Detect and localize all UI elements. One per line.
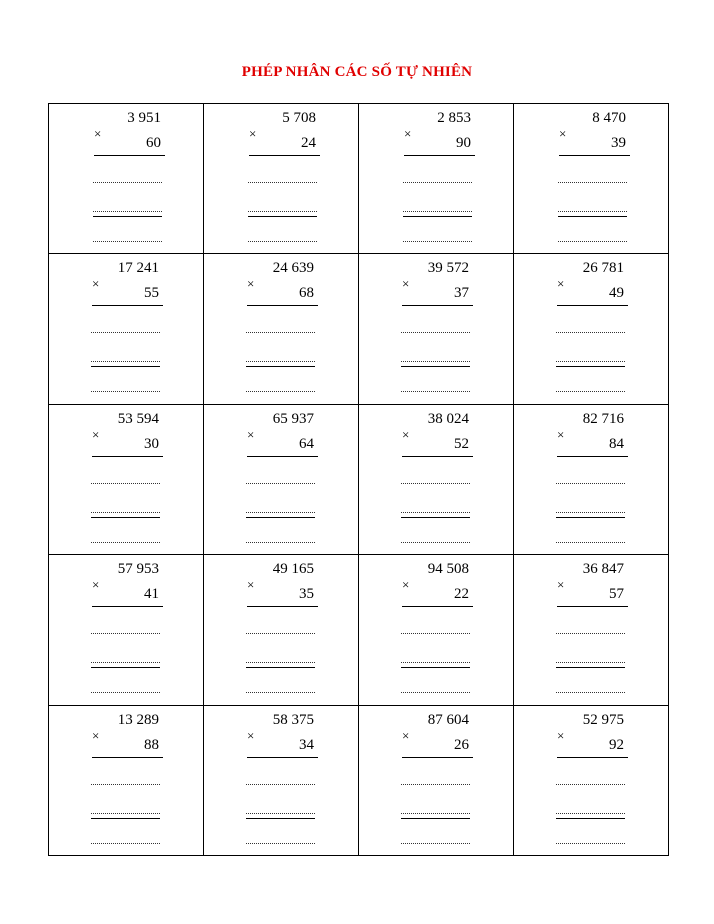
times-sign: × (559, 126, 567, 141)
multiplicand: 65 937 (272, 410, 314, 427)
times-sign: × (92, 727, 100, 743)
times-sign: × (249, 126, 257, 141)
product-line (92, 606, 163, 607)
multiplier: 55 (144, 285, 159, 302)
multiplicand: 2 853 (437, 110, 471, 126)
times-sign: × (247, 577, 255, 593)
sum-line (248, 216, 317, 217)
partial-product-blank-1[interactable] (401, 332, 470, 333)
multiplication-problem (243, 260, 318, 395)
partial-product-blank-1[interactable] (556, 332, 625, 333)
problem-cell (204, 405, 359, 555)
partial-product-blank-2[interactable] (246, 512, 315, 513)
partial-product-blank-1[interactable] (401, 784, 470, 785)
multiplication-problem (398, 561, 473, 696)
multiplication-problem (398, 712, 473, 847)
partial-product-blank-2[interactable] (556, 662, 625, 663)
partial-product-blank-2[interactable] (246, 813, 315, 814)
multiplication-problem (555, 110, 630, 245)
sum-line (401, 366, 470, 367)
answer-blank[interactable] (246, 843, 315, 844)
times-sign: × (402, 426, 410, 442)
product-line (402, 606, 473, 607)
sum-line (401, 517, 470, 518)
problem-cell (204, 555, 359, 705)
times-sign: × (402, 727, 410, 743)
sum-line (556, 667, 625, 668)
multiplier: 37 (454, 285, 469, 302)
partial-product-blank-1[interactable] (558, 182, 627, 183)
times-sign: × (557, 276, 565, 292)
answer-blank[interactable] (246, 692, 315, 693)
multiplicand: 82 716 (582, 410, 624, 427)
partial-product-blank-2[interactable] (401, 512, 470, 513)
multiplication-problem (88, 260, 163, 395)
multiplicand: 17 241 (117, 260, 159, 277)
answer-blank[interactable] (401, 843, 470, 844)
partial-product-blank-2[interactable] (556, 813, 625, 814)
sum-line (246, 667, 315, 668)
multiplication-problem (553, 561, 628, 696)
product-line (557, 757, 628, 758)
problem-cell (204, 104, 359, 254)
partial-product-blank-1[interactable] (556, 483, 625, 484)
problem-cell (514, 104, 669, 254)
partial-product-blank-2[interactable] (248, 211, 317, 212)
partial-product-blank-2[interactable] (91, 813, 160, 814)
sum-line (401, 667, 470, 668)
answer-blank[interactable] (403, 241, 472, 242)
partial-product-blank-1[interactable] (401, 483, 470, 484)
multiplier: 49 (609, 285, 624, 302)
partial-product-blank-2[interactable] (401, 662, 470, 663)
problem-cell (204, 706, 359, 856)
answer-blank[interactable] (401, 542, 470, 543)
answer-blank[interactable] (246, 542, 315, 543)
multiplier: 34 (299, 736, 314, 753)
problem-cell (514, 405, 669, 555)
times-sign: × (247, 727, 255, 743)
answer-blank[interactable] (91, 843, 160, 844)
problem-cell (49, 104, 204, 254)
multiplicand: 5 708 (282, 110, 316, 126)
multiplication-problem (88, 561, 163, 696)
times-sign: × (247, 426, 255, 442)
product-line (92, 757, 163, 758)
multiplier: 52 (454, 435, 469, 452)
sum-line (91, 818, 160, 819)
problem-grid (48, 103, 669, 856)
multiplication-problem (88, 712, 163, 847)
answer-blank[interactable] (556, 391, 625, 392)
answer-blank[interactable] (556, 542, 625, 543)
multiplication-problem (243, 411, 318, 546)
partial-product-blank-1[interactable] (556, 784, 625, 785)
multiplier: 39 (611, 135, 626, 151)
sum-line (91, 366, 160, 367)
multiplicand: 8 470 (592, 110, 626, 126)
problem-cell (359, 104, 514, 254)
partial-product-blank-2[interactable] (556, 361, 625, 362)
sum-line (91, 517, 160, 518)
sum-line (558, 216, 627, 217)
problem-cell (514, 254, 669, 404)
partial-product-blank-2[interactable] (403, 211, 472, 212)
partial-product-blank-1[interactable] (246, 784, 315, 785)
multiplier: 22 (454, 586, 469, 603)
partial-product-blank-1[interactable] (403, 182, 472, 183)
partial-product-blank-1[interactable] (246, 332, 315, 333)
answer-blank[interactable] (91, 542, 160, 543)
answer-blank[interactable] (401, 391, 470, 392)
problem-cell (514, 555, 669, 705)
multiplication-problem (90, 110, 165, 245)
multiplicand: 38 024 (427, 410, 469, 427)
product-line (404, 155, 475, 156)
multiplicand: 57 953 (117, 561, 159, 578)
times-sign: × (247, 276, 255, 292)
product-line (94, 155, 165, 156)
product-line (557, 456, 628, 457)
partial-product-blank-1[interactable] (91, 784, 160, 785)
multiplier: 41 (144, 586, 159, 603)
answer-blank[interactable] (246, 391, 315, 392)
partial-product-blank-2[interactable] (91, 361, 160, 362)
worksheet-title: PHÉP NHÂN CÁC SỐ TỰ NHIÊN (241, 64, 473, 80)
multiplicand: 36 847 (582, 561, 624, 578)
multiplication-problem (88, 411, 163, 546)
partial-product-blank-2[interactable] (246, 662, 315, 663)
partial-product-blank-1[interactable] (93, 182, 162, 183)
sum-line (556, 366, 625, 367)
partial-product-blank-1[interactable] (91, 483, 160, 484)
partial-product-blank-2[interactable] (91, 512, 160, 513)
product-line (249, 155, 320, 156)
problem-cell (514, 706, 669, 856)
answer-blank[interactable] (91, 692, 160, 693)
partial-product-blank-1[interactable] (248, 182, 317, 183)
multiplier: 60 (146, 135, 161, 151)
multiplier: 57 (609, 586, 624, 603)
times-sign: × (94, 126, 102, 141)
sum-line (556, 517, 625, 518)
multiplier: 88 (144, 736, 159, 753)
partial-product-blank-2[interactable] (93, 211, 162, 212)
multiplication-problem (553, 260, 628, 395)
multiplier: 64 (299, 435, 314, 452)
partial-product-blank-2[interactable] (556, 512, 625, 513)
product-line (557, 606, 628, 607)
multiplier: 92 (609, 736, 624, 753)
answer-blank[interactable] (558, 241, 627, 242)
product-line (402, 757, 473, 758)
multiplier: 84 (609, 435, 624, 452)
multiplication-problem (398, 411, 473, 546)
multiplication-problem (400, 110, 475, 245)
partial-product-blank-1[interactable] (401, 633, 470, 634)
problem-cell (49, 254, 204, 404)
times-sign: × (557, 426, 565, 442)
multiplier: 90 (456, 135, 471, 151)
multiplier: 68 (299, 285, 314, 302)
multiplicand: 39 572 (427, 260, 469, 277)
sum-line (403, 216, 472, 217)
product-line (402, 305, 473, 306)
times-sign: × (557, 727, 565, 743)
multiplication-problem (398, 260, 473, 395)
multiplier: 26 (454, 736, 469, 753)
partial-product-blank-1[interactable] (246, 633, 315, 634)
product-line (559, 155, 630, 156)
times-sign: × (92, 276, 100, 292)
answer-blank[interactable] (93, 241, 162, 242)
times-sign: × (402, 276, 410, 292)
problem-cell (359, 555, 514, 705)
multiplicand: 58 375 (272, 711, 314, 728)
multiplier: 30 (144, 435, 159, 452)
times-sign: × (92, 426, 100, 442)
times-sign: × (557, 577, 565, 593)
answer-blank[interactable] (248, 241, 317, 242)
times-sign: × (404, 126, 412, 141)
product-line (557, 305, 628, 306)
product-line (247, 606, 318, 607)
partial-product-blank-2[interactable] (401, 813, 470, 814)
times-sign: × (92, 577, 100, 593)
multiplier: 24 (301, 135, 316, 151)
multiplication-problem (243, 712, 318, 847)
answer-blank[interactable] (91, 391, 160, 392)
times-sign: × (402, 577, 410, 593)
partial-product-blank-1[interactable] (91, 633, 160, 634)
problem-cell (204, 254, 359, 404)
problem-cell (49, 405, 204, 555)
multiplicand: 53 594 (117, 410, 159, 427)
sum-line (246, 818, 315, 819)
answer-blank[interactable] (401, 692, 470, 693)
multiplicand: 49 165 (272, 561, 314, 578)
answer-blank[interactable] (556, 843, 625, 844)
problem-cell (359, 254, 514, 404)
multiplicand: 24 639 (272, 260, 314, 277)
sum-line (246, 366, 315, 367)
product-line (92, 305, 163, 306)
partial-product-blank-1[interactable] (91, 332, 160, 333)
partial-product-blank-2[interactable] (558, 211, 627, 212)
multiplication-problem (243, 561, 318, 696)
multiplicand: 87 604 (427, 711, 469, 728)
product-line (247, 456, 318, 457)
answer-blank[interactable] (556, 692, 625, 693)
multiplicand: 13 289 (117, 711, 159, 728)
multiplier: 35 (299, 586, 314, 603)
product-line (247, 757, 318, 758)
partial-product-blank-2[interactable] (246, 361, 315, 362)
sum-line (401, 818, 470, 819)
multiplication-problem (245, 110, 320, 245)
problem-cell (359, 405, 514, 555)
partial-product-blank-2[interactable] (91, 662, 160, 663)
product-line (92, 456, 163, 457)
sum-line (556, 818, 625, 819)
problem-cell (49, 706, 204, 856)
multiplicand: 3 951 (127, 110, 161, 126)
multiplicand: 94 508 (427, 561, 469, 578)
partial-product-blank-1[interactable] (246, 483, 315, 484)
multiplication-problem (553, 712, 628, 847)
partial-product-blank-2[interactable] (401, 361, 470, 362)
multiplicand: 26 781 (582, 260, 624, 277)
partial-product-blank-1[interactable] (556, 633, 625, 634)
product-line (402, 456, 473, 457)
multiplicand: 52 975 (582, 711, 624, 728)
sum-line (91, 667, 160, 668)
multiplication-problem (553, 411, 628, 546)
sum-line (246, 517, 315, 518)
problem-cell (49, 555, 204, 705)
problem-cell (359, 706, 514, 856)
sum-line (93, 216, 162, 217)
product-line (247, 305, 318, 306)
